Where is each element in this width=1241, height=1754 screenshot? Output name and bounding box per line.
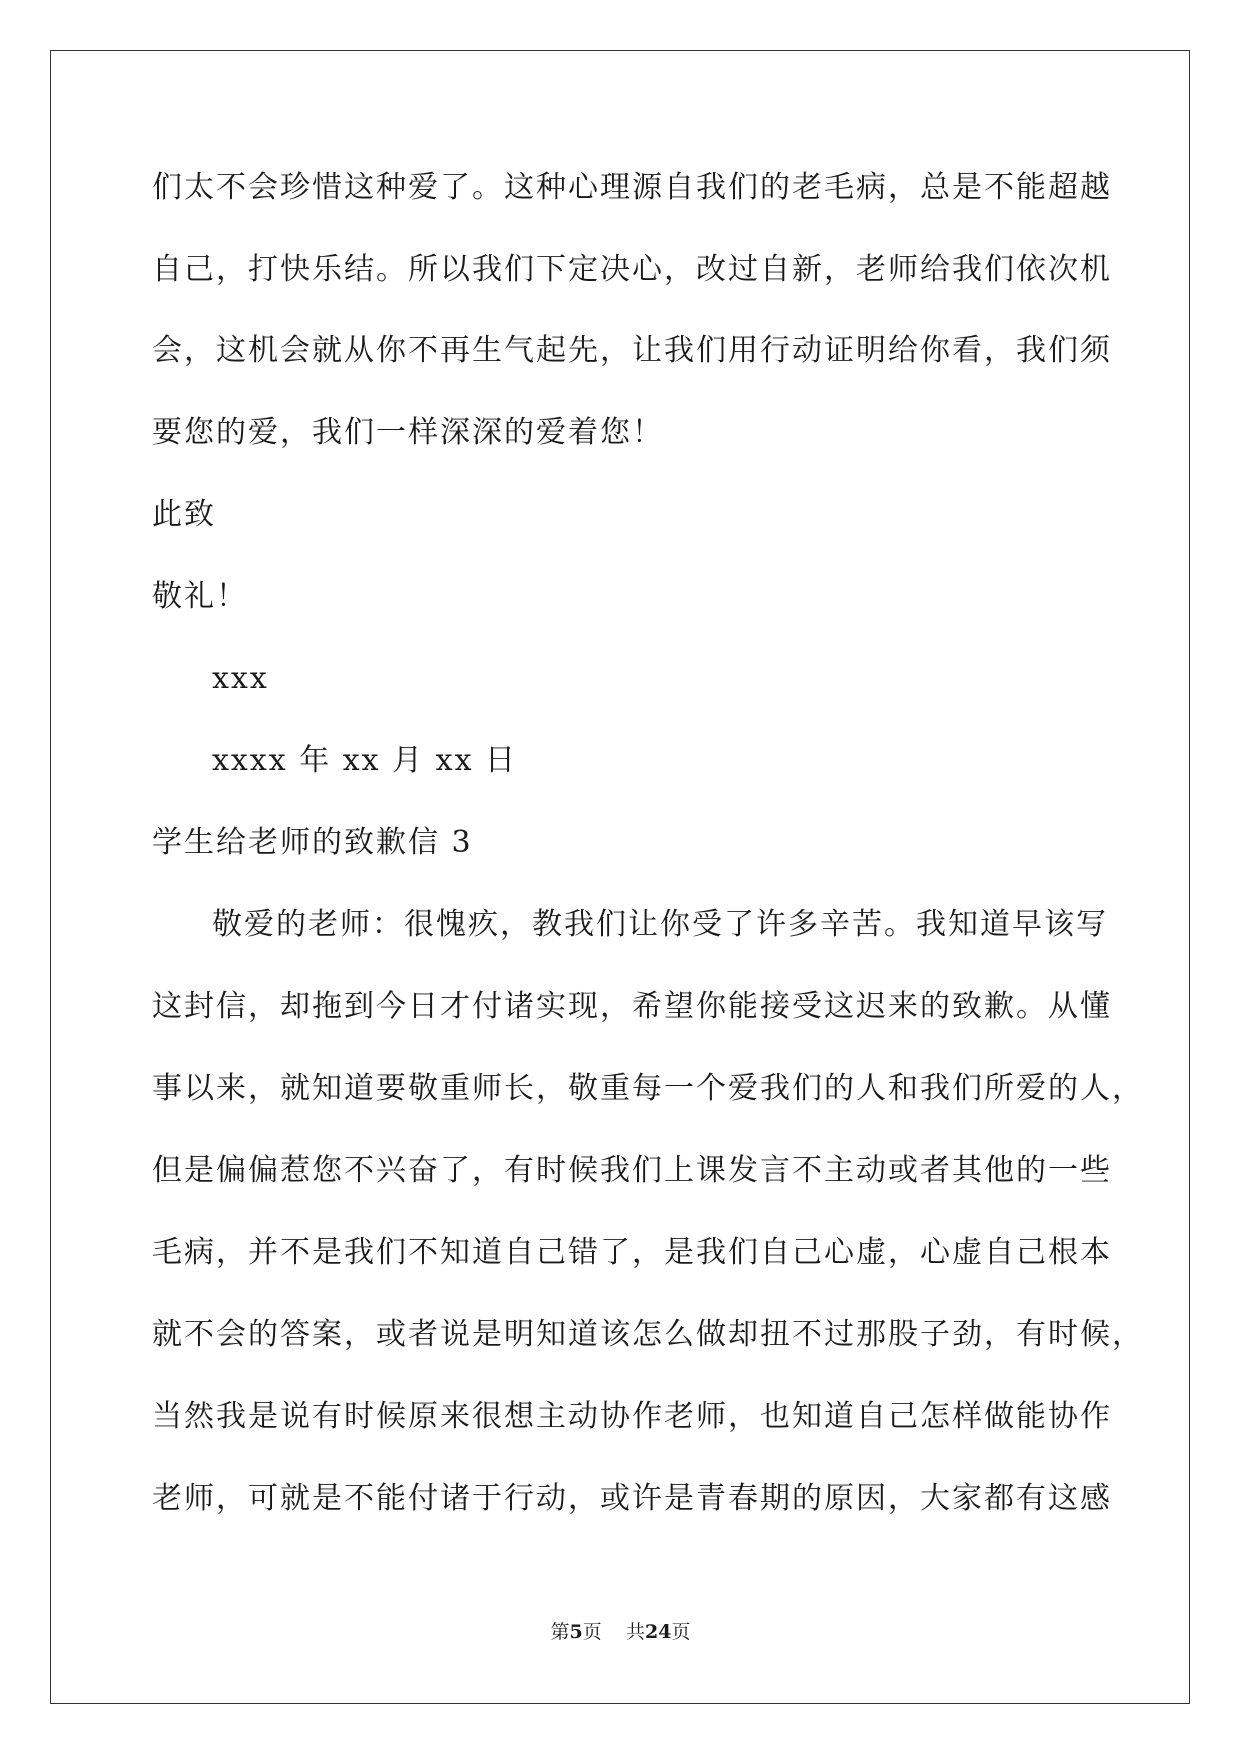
body-line-12: 老师，可就是不能付诸于行动，或许是青春期的原因，大家都有这感 — [152, 1481, 1112, 1516]
closing-salutation: 此致 — [152, 497, 216, 532]
footer-page-number: 5 — [569, 1621, 583, 1643]
body-line-8: 但是偏偏惹您不兴奋了，有时候我们上课发言不主动或者其他的一些 — [152, 1153, 1112, 1188]
signature-name: xxx — [212, 661, 269, 696]
body-line-10: 就不会的答案，或者说是明知道该怎么做却扭不过那股子劲，有时候， — [152, 1317, 1144, 1352]
body-line-2: 自己，打快乐结。所以我们下定决心，改过自新，老师给我们依次机 — [152, 252, 1112, 287]
body-line-7: 事以来，就知道要敬重师长，敬重每一个爱我们的人和我们所爱的人， — [152, 1071, 1144, 1106]
body-line-6: 这封信，却拖到今日才付诸实现，希望你能接受这迟来的致歉。从懂 — [152, 989, 1112, 1024]
footer-prefix: 第 — [550, 1621, 570, 1643]
footer-total-suffix: 页 — [671, 1621, 691, 1643]
page-frame — [50, 50, 1190, 1704]
closing-regards: 敬礼！ — [152, 579, 248, 614]
section-title: 学生给老师的致歉信 3 — [152, 825, 473, 860]
footer-total-prefix: 共 — [625, 1621, 645, 1643]
body-line-9: 毛病，并不是我们不知道自己错了，是我们自己心虚，心虚自己根本 — [152, 1235, 1112, 1270]
footer-page-suffix: 页 — [582, 1621, 602, 1643]
body-line-4: 要您的爱，我们一样深深的爱着您！ — [152, 415, 664, 450]
body-line-11: 当然我是说有时候原来很想主动协作老师，也知道自己怎样做能协作 — [152, 1399, 1112, 1434]
body-line-3: 会，这机会就从你不再生气起先，让我们用行动证明给你看，我们须 — [152, 333, 1112, 368]
signature-date: xxxx 年 xx 月 xx 日 — [212, 743, 518, 778]
footer-total-pages: 24 — [644, 1621, 672, 1643]
page-footer — [0, 1620, 1241, 1644]
body-line-1: 们太不会珍惜这种爱了。这种心理源自我们的老毛病，总是不能超越 — [152, 170, 1112, 205]
body-line-5: 敬爱的老师：很愧疚，教我们让你受了许多辛苦。我知道早该写 — [212, 907, 1108, 942]
